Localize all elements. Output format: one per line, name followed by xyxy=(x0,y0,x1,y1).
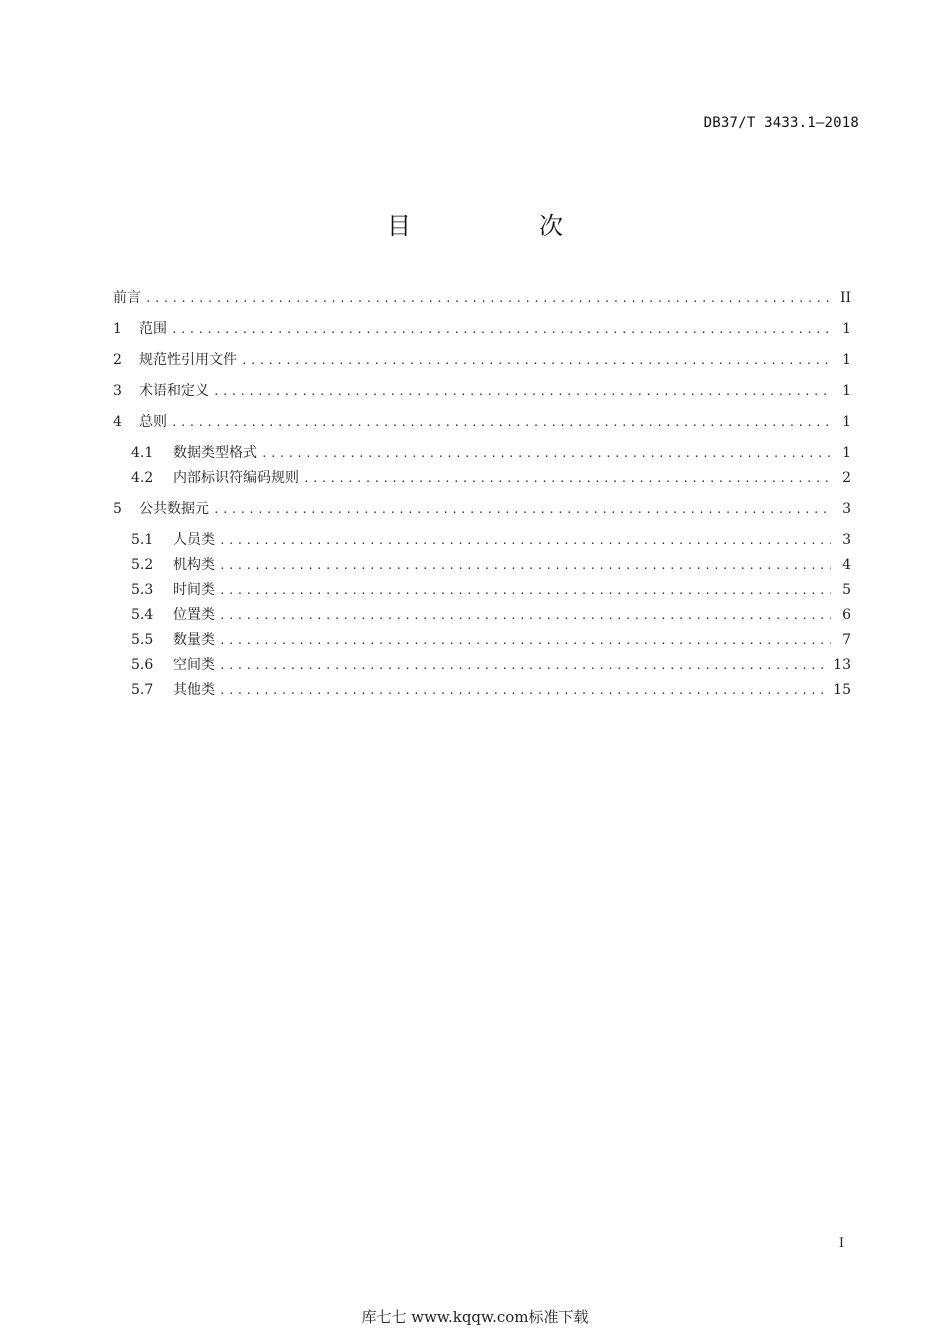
toc-leader xyxy=(241,348,831,373)
toc-page: 1 xyxy=(842,414,851,430)
watermark-text: 库七七 www.kqqw.com标准下载 xyxy=(361,1308,589,1326)
toc-entry-organization[interactable] xyxy=(113,553,851,578)
table-of-contents xyxy=(113,286,851,703)
toc-number: 4.2 xyxy=(131,470,154,486)
toc-number: 5.4 xyxy=(131,607,154,623)
toc-leader xyxy=(171,317,831,342)
toc-label: 公共数据元 xyxy=(139,501,209,517)
toc-leader xyxy=(219,528,831,553)
toc-leader xyxy=(261,441,831,466)
toc-label: 术语和定义 xyxy=(139,383,209,399)
page-title: 目 次 xyxy=(387,212,615,240)
toc-leader xyxy=(219,678,827,703)
toc-leader xyxy=(145,286,831,311)
toc-page: II xyxy=(839,290,851,306)
toc-entry-location[interactable] xyxy=(113,603,851,628)
toc-number: 4.1 xyxy=(131,445,154,461)
toc-leader xyxy=(219,628,831,653)
toc-entry-data-type-format[interactable] xyxy=(113,441,851,466)
toc-entry-public-data-elements[interactable] xyxy=(113,497,851,522)
toc-page: 1 xyxy=(842,352,851,368)
toc-entry-quantity[interactable] xyxy=(113,628,851,653)
toc-number: 5.6 xyxy=(131,657,154,673)
toc-number: 5.1 xyxy=(131,532,154,548)
toc-page: 2 xyxy=(842,470,851,486)
toc-label: 范围 xyxy=(139,321,167,337)
toc-entry-terms-definitions[interactable] xyxy=(113,379,851,404)
toc-page: 6 xyxy=(842,607,851,623)
toc-number: 2 xyxy=(113,352,122,368)
toc-entry-space[interactable] xyxy=(113,653,851,678)
toc-entry-scope[interactable] xyxy=(113,317,851,342)
toc-leader xyxy=(171,410,831,435)
toc-page: 15 xyxy=(833,682,851,698)
toc-label: 数据类型格式 xyxy=(173,445,257,461)
toc-label: 总则 xyxy=(139,414,167,430)
page-number: I xyxy=(838,1236,844,1251)
toc-number: 1 xyxy=(113,321,122,337)
toc-number: 5.5 xyxy=(131,632,154,648)
toc-number: 3 xyxy=(113,383,122,399)
toc-page: 5 xyxy=(842,582,851,598)
toc-page: 4 xyxy=(842,557,851,573)
toc-label: 前言 xyxy=(113,290,141,306)
toc-entry-general[interactable] xyxy=(113,410,851,435)
toc-number: 4 xyxy=(113,414,122,430)
toc-label: 时间类 xyxy=(173,582,215,598)
toc-leader xyxy=(303,466,831,491)
toc-label: 内部标识符编码规则 xyxy=(173,470,299,486)
toc-number: 5.7 xyxy=(131,682,154,698)
toc-label: 其他类 xyxy=(173,682,215,698)
toc-number: 5.3 xyxy=(131,582,154,598)
toc-page: 13 xyxy=(833,657,851,673)
standard-code: DB37/T 3433.1—2018 xyxy=(703,115,859,131)
toc-entry-normative-references[interactable] xyxy=(113,348,851,373)
toc-leader xyxy=(219,653,827,678)
toc-leader xyxy=(213,379,831,404)
toc-label: 位置类 xyxy=(173,607,215,623)
toc-entry-internal-id-rules[interactable] xyxy=(113,466,851,491)
toc-label: 空间类 xyxy=(173,657,215,673)
toc-number: 5.2 xyxy=(131,557,154,573)
toc-entry-personnel[interactable] xyxy=(113,528,851,553)
toc-label: 机构类 xyxy=(173,557,215,573)
toc-leader xyxy=(213,497,831,522)
toc-label: 数量类 xyxy=(173,632,215,648)
toc-page: 1 xyxy=(842,445,851,461)
toc-page: 7 xyxy=(842,632,851,648)
toc-entry-time[interactable] xyxy=(113,578,851,603)
toc-leader xyxy=(219,578,831,603)
toc-label: 规范性引用文件 xyxy=(139,352,237,368)
toc-leader xyxy=(219,553,831,578)
toc-entry-other[interactable] xyxy=(113,678,851,703)
toc-page: 3 xyxy=(842,501,851,517)
toc-label: 人员类 xyxy=(173,532,215,548)
toc-page: 3 xyxy=(842,532,851,548)
toc-number: 5 xyxy=(113,501,122,517)
toc-page: 1 xyxy=(842,321,851,337)
toc-entry-foreword[interactable] xyxy=(113,286,851,311)
toc-page: 1 xyxy=(842,383,851,399)
toc-leader xyxy=(219,603,831,628)
